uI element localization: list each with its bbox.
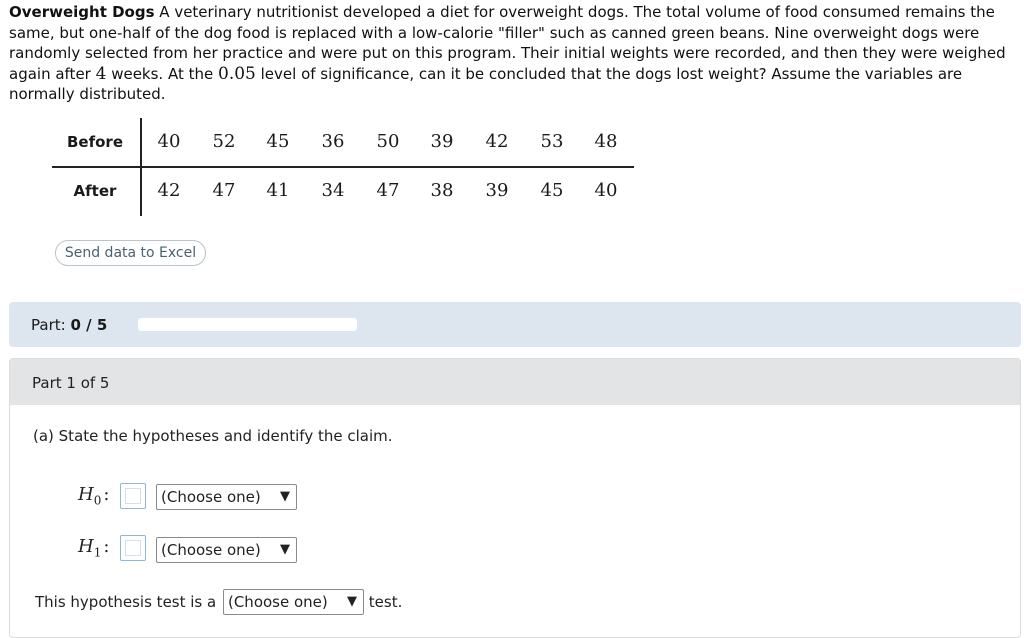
weeks-number: 4 xyxy=(95,63,107,84)
h1-label: $H_1$ : xyxy=(78,536,110,560)
table-cell: 40 xyxy=(157,131,181,152)
table-cell: 47 xyxy=(212,180,236,201)
part-progress-value: 0 / 5 xyxy=(70,316,108,334)
table-row-before xyxy=(52,118,634,168)
problem-text-a: A veterinary nutritionist developed a diet for overweight dogs. The total volume of food consumed remains the same, but one-half of the dog food is replaced with a low-calorie "filler" such as canned green beans. Nine overweight dogs were randomly selected from her practice and were put on this program. Their initial weights were recorded, and then they were weighed again after xyxy=(9,3,1006,83)
table-cell: 39 xyxy=(430,131,454,152)
table-cell: 50 xyxy=(376,131,400,152)
part-header[interactable] xyxy=(10,359,1020,405)
test-type-select[interactable]: (Choose one) ▼ xyxy=(223,589,364,615)
h0-select[interactable]: (Choose one) ▼ xyxy=(156,484,297,510)
problem-statement xyxy=(9,2,1019,105)
table-cell: 42 xyxy=(485,131,509,152)
table-cell: 42 xyxy=(157,180,181,201)
table-cell: 36 xyxy=(321,131,345,152)
h1-select[interactable]: (Choose one) ▼ xyxy=(156,537,297,563)
triangle-down-icon: ▼ xyxy=(346,593,357,609)
table-cell: 38 xyxy=(430,180,454,201)
alpha-value: 0.05 xyxy=(218,63,256,84)
table-cell: 47 xyxy=(376,180,400,201)
test-type-line: This hypothesis test is a (Choose one) ▼ test. xyxy=(35,588,535,616)
table-cell: 45 xyxy=(266,131,290,152)
row-label: After xyxy=(73,182,117,200)
part-header-label: Part 1 of 5 xyxy=(32,374,110,392)
h0-label: $H_0$ : xyxy=(78,484,110,508)
table-cell: 48 xyxy=(594,131,618,152)
table-cell: 41 xyxy=(266,180,290,201)
question-text: (a) State the hypotheses and identify the claim. xyxy=(33,427,393,445)
h1-answer-box[interactable] xyxy=(120,535,146,561)
triangle-down-icon: ▼ xyxy=(280,542,290,557)
triangle-down-icon: ▼ xyxy=(280,489,290,504)
weight-data-table xyxy=(52,118,634,216)
problem-text-b: weeks. At the xyxy=(106,64,218,83)
table-cell: 53 xyxy=(540,131,564,152)
problem-title: Overweight Dogs xyxy=(9,3,155,21)
table-cell: 34 xyxy=(321,180,345,201)
row-label: Before xyxy=(66,133,123,151)
table-cell: 45 xyxy=(540,180,564,201)
part-progress-label: Part: 0 / 5 xyxy=(31,316,108,334)
table-cell: 52 xyxy=(212,131,236,152)
h0-answer-box[interactable] xyxy=(120,483,146,509)
part-panel xyxy=(9,358,1021,638)
part-progress-bar xyxy=(9,302,1021,347)
table-cell: 40 xyxy=(594,180,618,201)
send-to-excel-button[interactable]: Send data to Excel xyxy=(55,240,206,266)
table-row-after xyxy=(52,167,634,216)
table-cell: 39 xyxy=(485,180,509,201)
problem-text-c: level of significance, can it be concluded that the dogs lost weight? Assume the variables are normally distributed. xyxy=(9,64,963,103)
progress-track xyxy=(138,318,357,331)
